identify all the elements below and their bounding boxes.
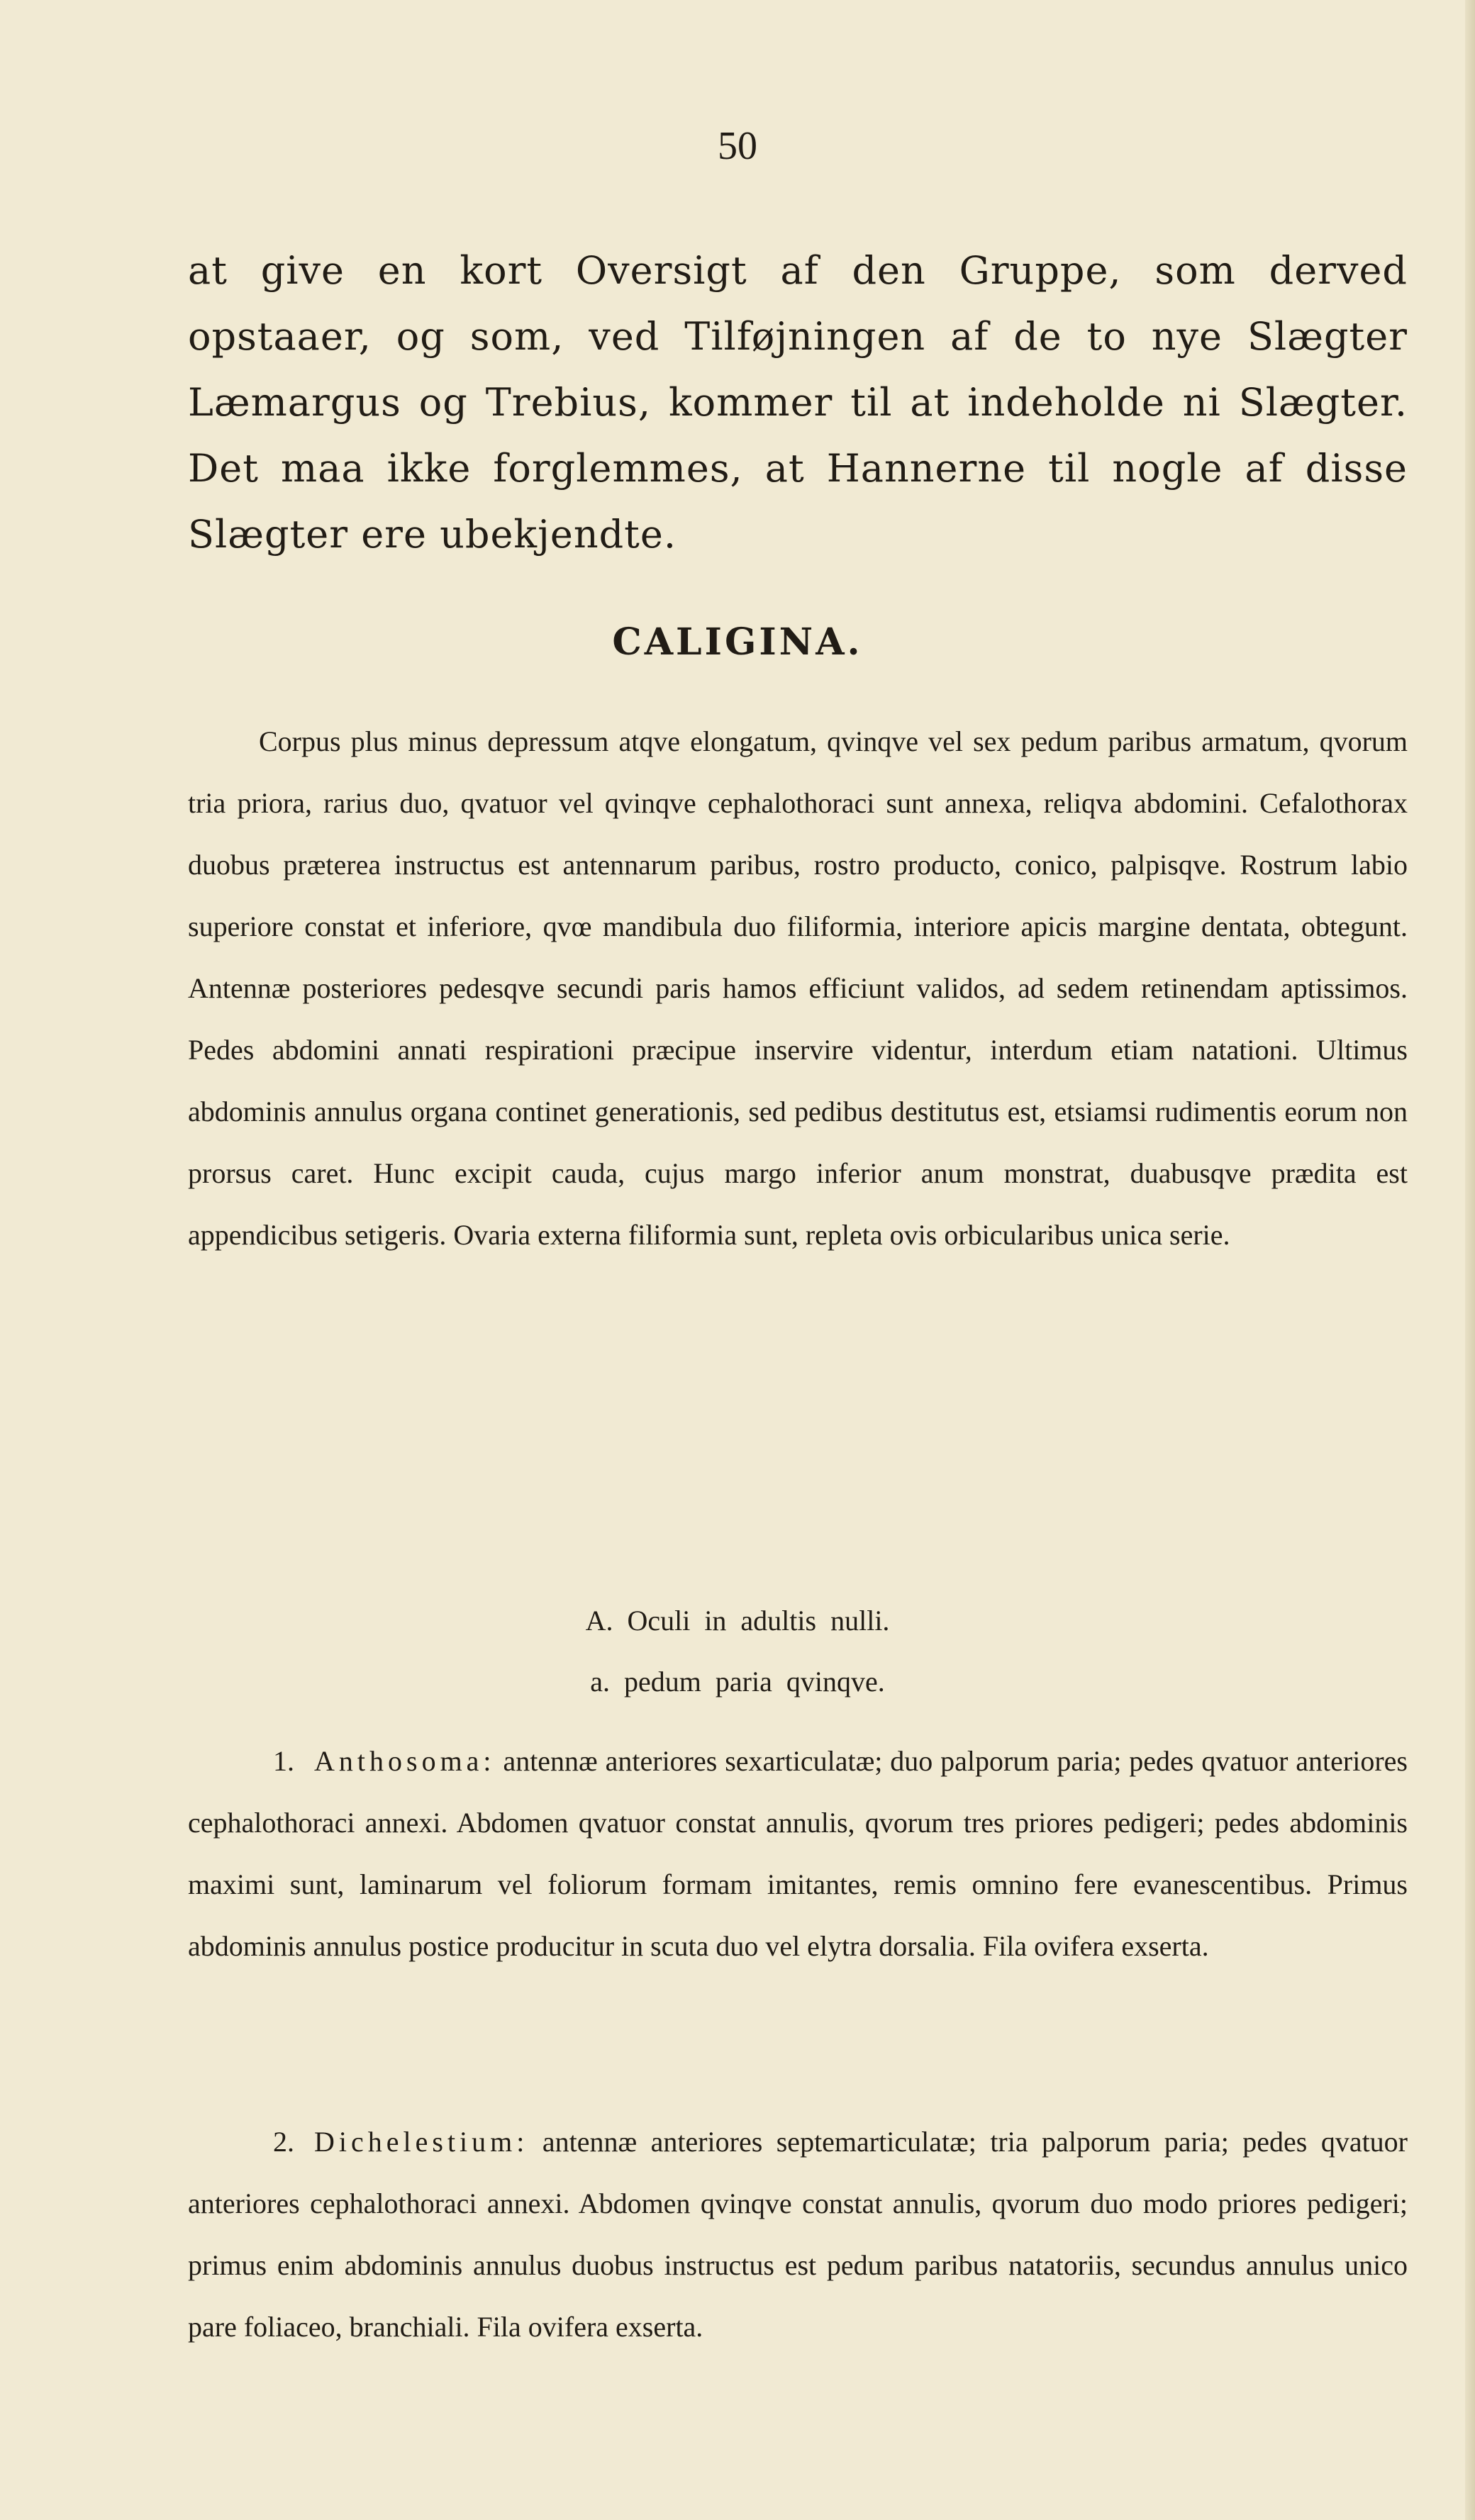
genus-description: antennæ anteriores septemarticulatæ; tria palporum paria; pedes qvatuor anteriores cephalothoraci annexi. Abdomen qvinqve constat annulis, qvorum duo modo priores pedigeri; primus enim abdominis annulus duobus instructus est pedum paribus natatoriis, secundus annulus unico pare foliaceo, branchiali. Fila ovifera exserta. (188, 2126, 1408, 2343)
genus-number: 1. (273, 1745, 294, 1777)
family-description-paragraph: Corpus plus minus depressum atqve elongatum, qvinqve vel sex pedum paribus armatum, qvorum tria priora, rarius duo, qvatuor vel qvinqve cephalothoraci sunt annexa, reliqva abdomini. Cefalothorax duobus præterea instructus est antennarum paribus, rostro producto, conico, palpisqve. Rostrum labio superiore constat et inferiore, qvœ mandibula duo filiformia, interiore apicis margine dentata, obtegunt. Antennæ posteriores pedesqve secundi paris hamos efficiunt validos, ad sedem retinendam aptissimos. Pedes abdomini annati respirationi præcipue inservire videntur, interdum etiam natationi. Ultimus abdominis annulus organa continet generationis, sed pedibus destitutus est, etsiamsi rudimentis eorum non prorsus caret. Hunc excipit cauda, cujus margo inferior anum monstrat, duabusqve prædita est appendicibus setigeris. Ovaria externa filiformia sunt, repleta ovis orbicularibus unica serie. (188, 725, 1408, 1251)
genus-number: 2. (273, 2126, 294, 2158)
genus-name: Anthosoma: (314, 1745, 496, 1777)
danish-intro-paragraph: at give en kort Oversigt af den Gruppe, som derved opstaaer, og som, ved Tilføjningen af de to nye Slægter Læmargus og Trebius, kommer til at indeholde ni Slægter. Det maa ikke forglemmes, at Hannerne til nogle af disse Slægter ere ubekjendte. (188, 248, 1408, 557)
genus-entry-anthosoma (188, 1730, 1408, 1977)
division-heading-a: A. Oculi in adultis nulli. (585, 1605, 890, 1637)
page-number: 50 (718, 124, 757, 168)
genus-entry-dichelestium (188, 2111, 1408, 2358)
section-heading: CALIGINA. (612, 620, 863, 664)
page-edge (1465, 0, 1475, 2520)
subdivision-heading-a: a. pedum paria qvinqve. (590, 1666, 885, 1697)
genus-name: Dichelestium: (314, 2126, 529, 2158)
genus-description: antennæ anteriores sexarticulatæ; duo palporum paria; pedes qvatuor anteriores cephalothoraci annexi. Abdomen qvatuor constat annulis, qvorum tres priores pedigeri; pedes abdominis maximi sunt, laminarum vel foliorum formam imitantes, remis omnino fere evanescentibus. Primus abdominis annulus postice producitur in scuta duo vel elytra dorsalia. Fila ovifera exserta. (188, 1745, 1408, 1962)
